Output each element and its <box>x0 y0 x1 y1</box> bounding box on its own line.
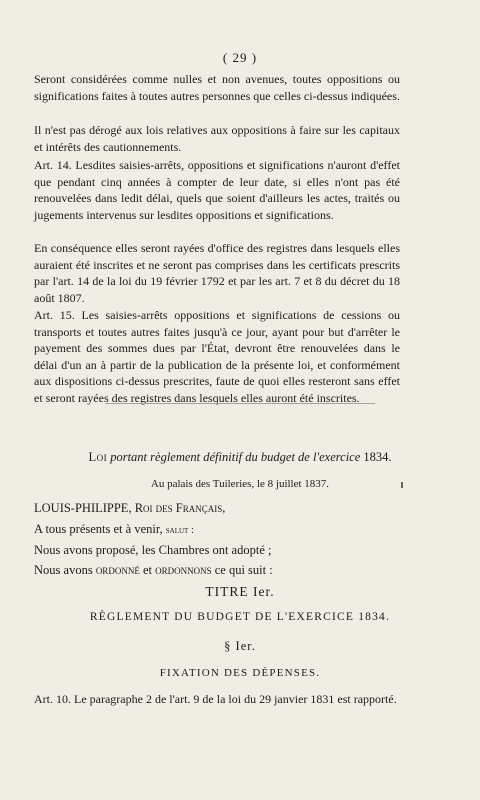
preamble-line-4 <box>34 562 273 578</box>
preamble-line-3: Nous avons proposé, les Chambres ont adopté ; <box>34 543 272 557</box>
paragraph-art-14: Art. 14. Lesdites saisies-arrêts, oppositions et significations n'auront d'effet que pendant cinq années à compter de leur date, si elles n'ont pas été renouvelées dans ledit délai, quels que soient d'ailleurs les actes, traités ou jugements intervenus sur lesdites oppositions et significations. <box>34 158 400 222</box>
paragraph-consequence: En conséquence elles seront rayées d'office des registres dans lesquels elles auraient été inscrites et ne seront pas comprises dans les certificats prescrits par l'art. 14 de la loi du 19 février 1792 et par les art. 7 et 8 du décret du 18 août 1807. <box>34 241 400 305</box>
section-divider <box>105 403 375 404</box>
preamble-ordonne: ordonné <box>95 563 140 577</box>
fixation-heading: FIXATION DES DÉPENSES. <box>159 667 321 679</box>
preamble-salut: salut : <box>165 525 194 536</box>
king-name: LOUIS-PHILIPPE, <box>34 501 132 515</box>
preamble-address: A tous présents et à venir, <box>34 522 163 536</box>
preamble-ordonnons: ordonnons <box>155 563 212 577</box>
law-year: 1834. <box>363 450 392 464</box>
dateline: Au palais des Tuileries, le 8 juillet 1837. <box>150 478 330 490</box>
law-title <box>0 450 480 465</box>
law-title-italic: portant règlement définitif du budget de l'exercice <box>110 450 361 464</box>
paragraph-art-15: Art. 15. Les saisies-arrêts oppositions et significations de cessions ou transports et toutes autres faites jusqu'à ce jour, ayant pour but d'arrêter le payement des sommes dues par l'État, devront être renouvelées dans le délai d'un an à partir de la publication de la présente loi, et conformément aux dispositions ci-dessus prescrites, faute de quoi elles resteront sans effet et seront rayées des registres dans lesquels elles auront été inscrites. <box>34 308 400 405</box>
law-prefix: Loi <box>88 450 108 464</box>
reglement-heading: RÈGLEMENT DU BUDGET DE L'EXERCICE 1834. <box>89 611 391 623</box>
preamble-ce-qui-suit: ce qui suit : <box>214 563 273 577</box>
section-heading: § Ier. <box>224 639 256 653</box>
king-title: Roi des Français, <box>134 501 226 515</box>
preamble-et: et <box>142 563 152 577</box>
paragraph-art-10: Art. 10. Le paragraphe 2 de l'art. 9 de la loi du 29 janvier 1831 est rapporté. <box>34 692 397 706</box>
page-number: ( 29 ) <box>222 50 258 65</box>
preamble-line-2 <box>34 521 194 539</box>
preamble-nous-avons: Nous avons <box>34 563 93 577</box>
ink-mark <box>401 482 403 488</box>
paragraph-cautionnements: Il n'est pas dérogé aux lois relatives aux oppositions à faire sur les capitaux et intérêts des cautionnements. <box>34 123 400 154</box>
paragraph-nullity: Seront considérées comme nulles et non avenues, toutes oppositions ou significations faites à toutes autres personnes que celles ci-dessus indiquées. <box>34 72 400 103</box>
titre-heading: TITRE Ier. <box>205 584 275 599</box>
preamble-king <box>34 500 225 516</box>
